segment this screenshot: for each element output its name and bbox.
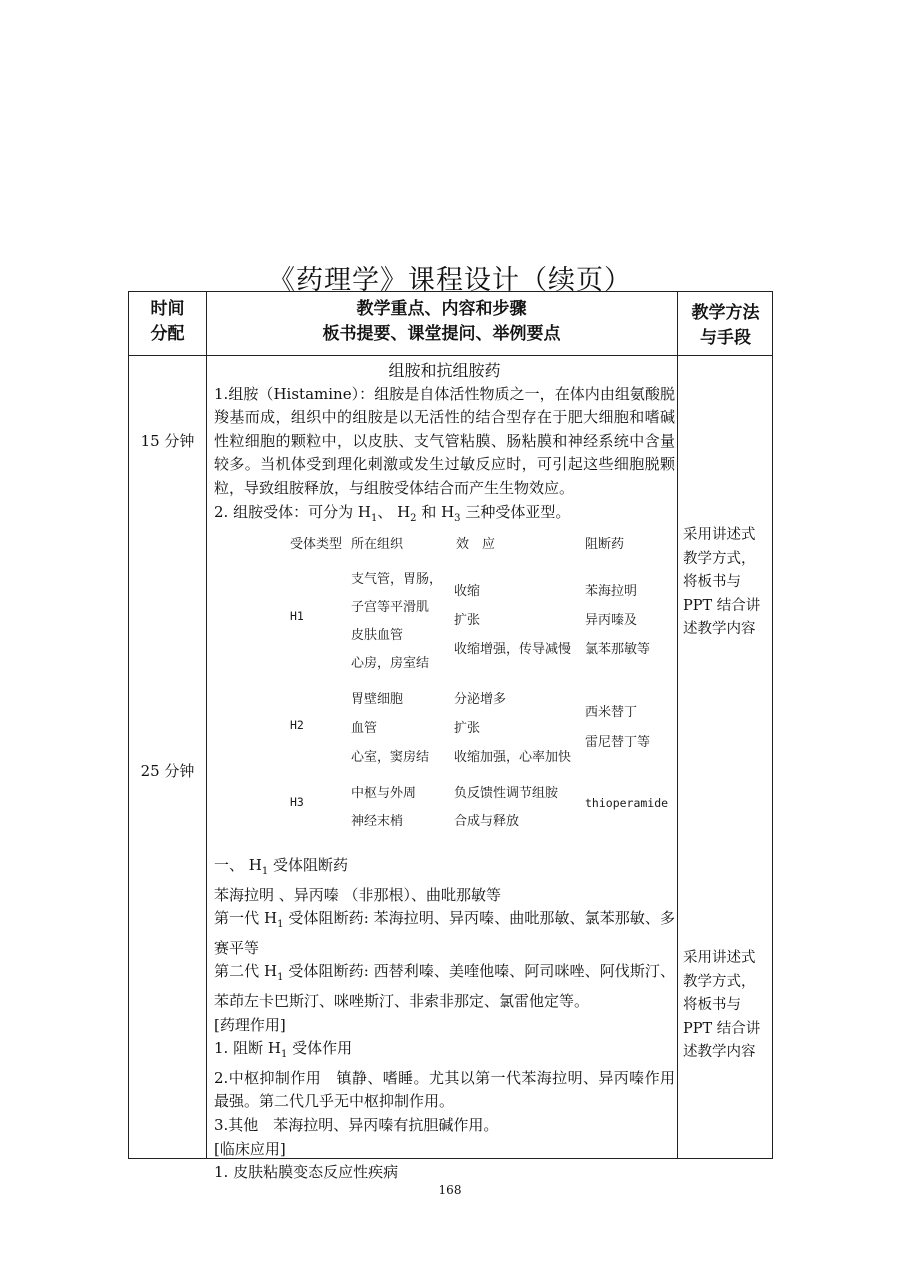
header-method-column <box>677 301 774 351</box>
drug-list: 苯海拉明 、异丙嗪 （非那根）、曲吡那敏等 <box>214 885 502 904</box>
header-divider <box>129 355 772 356</box>
column-divider <box>677 292 678 1158</box>
rt-h1-blocker: 苯海拉明 <box>585 584 638 599</box>
header-time-column <box>129 297 206 347</box>
rt-h1-blocker: 异丙嗪及 <box>585 613 638 628</box>
rt-h1-tissue: 支气管，胃肠， <box>351 572 443 587</box>
pharmacology-item-2: 2.中枢抑制作用 镇静、嗜睡。尤其以第一代苯海拉明、异丙嗪作用最强。第二代几乎无中枢抑制作用。 <box>214 1068 675 1111</box>
first-generation: 第一代 $H_1$ 受体阻断药: 苯海拉明、异丙嗪、曲吡那敏、氯苯那敏、多赛平等 <box>214 909 675 957</box>
rt-h1-effect: 收缩 <box>454 584 481 599</box>
rt-header-effect: 效 应 <box>456 537 496 552</box>
column-divider <box>206 292 207 1158</box>
clinical-header: [临床应用] <box>214 1139 286 1158</box>
rt-h1-type: H1 <box>290 609 304 623</box>
section-title: 组胺和抗组胺药 <box>388 361 501 380</box>
content-upper <box>214 359 675 530</box>
h1-blocker-title: 一、 $H_1$ 受体阻断药 <box>214 856 349 877</box>
time-allocation-1: 15 分钟 <box>140 432 195 450</box>
rt-header-type: 受体类型 <box>290 537 343 552</box>
pharmacology-header: [药理作用] <box>214 1015 286 1034</box>
rt-h2-tissue: 心室，窦房结 <box>351 750 430 765</box>
header-method-line2: 与手段 <box>700 328 751 348</box>
page-number: 168 <box>438 1183 462 1197</box>
content-lower <box>214 854 675 1185</box>
page-title: 《药理学》课程设计（续页） <box>268 265 632 296</box>
teaching-method-1: 采用讲述式 教学方式， 将板书与 PPT 结合讲 述教学内容 <box>683 527 761 637</box>
rt-h2-blocker: 西米替丁 <box>585 705 638 720</box>
rt-h3-tissue: 中枢与外周 <box>351 786 417 801</box>
rt-header-blocker: 阻断药 <box>585 537 625 552</box>
header-content-line1: 教学重点、内容和步骤 <box>356 299 527 319</box>
rt-h2-blocker: 雷尼替丁等 <box>585 735 651 750</box>
rt-h3-tissue: 神经末梢 <box>351 814 404 829</box>
clinical-item-1: 1. 皮肤粘膜变态反应性疾病 <box>214 1163 399 1182</box>
rt-h1-tissue: 心房，房室结 <box>351 656 430 671</box>
rt-h1-blocker: 氯苯那敏等 <box>585 642 651 657</box>
rt-h3-type: H3 <box>290 795 304 809</box>
rt-h1-tissue: 皮肤血管 <box>351 628 404 643</box>
rt-h3-effect: 负反馈性调节组胺 <box>454 786 559 801</box>
rt-h3-effect: 合成与释放 <box>454 814 520 829</box>
header-content-line2: 板书提要、课堂提问、举例要点 <box>322 324 561 344</box>
rt-h2-tissue: 血管 <box>351 721 378 736</box>
rt-header-tissue: 所在组织 <box>351 537 404 552</box>
receptor-paragraph: 2. 组胺受体：可分为 $H_1$、 $H_2$ 和 $H_3$ 三种受体亚型。 <box>214 502 571 524</box>
rt-h2-effect: 收缩加强，心率加快 <box>454 750 572 765</box>
teaching-method-2: 采用讲述式 教学方式， 将板书与 PPT 结合讲 述教学内容 <box>683 950 761 1060</box>
second-generation: 第二代 $H_1$ 受体阻断药: 西替利嗪、美喹他嗪、阿司咪唑、阿伐斯汀、苯茚左卡巴斯汀、咪唑斯汀、非索非那定、氯雷他定等。 <box>214 962 675 1010</box>
rt-h2-type: H2 <box>290 718 304 732</box>
rt-h3-blocker: thioperamide <box>585 796 669 810</box>
time-allocation-2: 25 分钟 <box>140 762 195 780</box>
course-design-table <box>128 291 773 1182</box>
header-method-line1: 教学方法 <box>691 303 760 323</box>
rt-h2-effect: 分泌增多 <box>454 692 507 707</box>
header-time-line2: 分配 <box>150 324 185 344</box>
header-content-column <box>206 297 677 347</box>
rt-h1-tissue: 子宫等平滑肌 <box>351 600 430 615</box>
rt-h2-effect: 扩张 <box>454 721 481 736</box>
header-time-line1: 时间 <box>150 299 185 319</box>
rt-h2-tissue: 胃壁细胞 <box>351 692 404 707</box>
histamine-paragraph: 1.组胺（Histamine）：组胺是自体活性物质之一，在体内由组氨酸脱羧基而成，组织中的组胺是以无活性的结合型存在于肥大细胞和嗜碱性粒细胞的颗粒中，以皮肤、支气管粘膜、肠粘膜和神经系统中含量较多。当机体受到理化刺激或发生过敏反应时，可引起这些细胞脱颗粒，导致组胺释放，与组胺受体结合而产生生物效应。 <box>214 384 675 497</box>
rt-h1-effect: 扩张 <box>454 613 481 628</box>
pharmacology-item-1: 1. 阻断 $H_1$ 受体作用 <box>214 1039 353 1061</box>
pharmacology-item-3: 3.其他 苯海拉明、异丙嗪有抗胆碱作用。 <box>214 1115 499 1134</box>
rt-h1-effect: 收缩增强，传导减慢 <box>454 642 572 657</box>
